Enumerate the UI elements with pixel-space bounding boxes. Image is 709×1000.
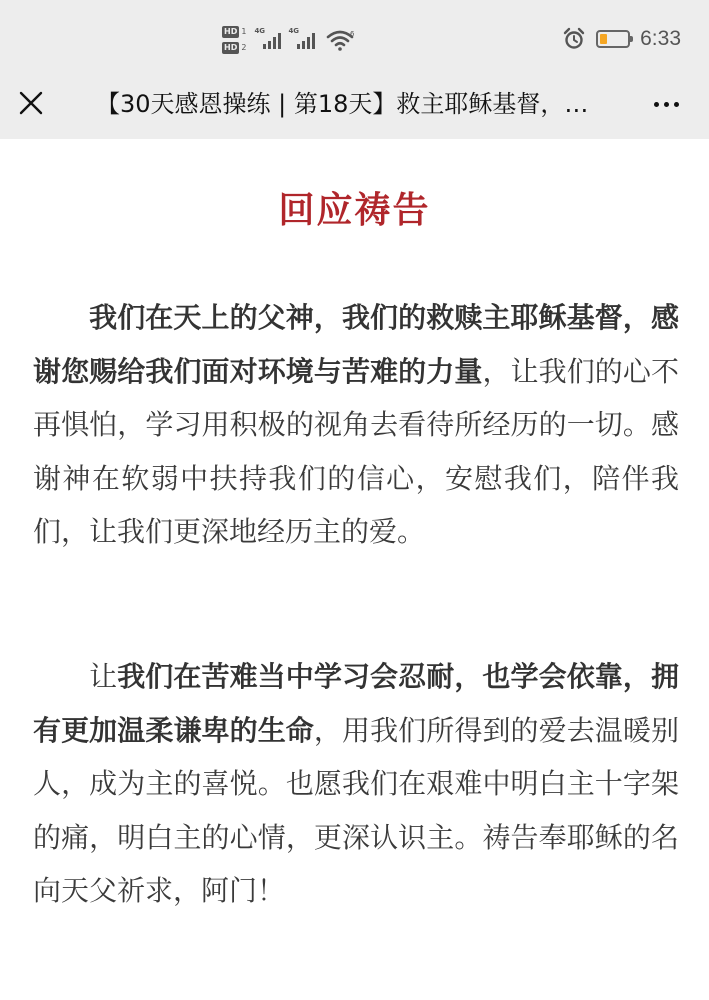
battery-fill xyxy=(600,34,607,44)
status-right xyxy=(562,24,681,54)
paragraph-text: ，用我们所得到的爱去温暖别人，成为主的喜悦。也愿我们在艰难中明白主十字架的痛，明白主的心情，更深认识主。祷告奉耶稣的名向天父祈求，阿门！ xyxy=(33,713,679,907)
paragraph-indent-text: 让 xyxy=(89,660,118,693)
signal-bars-icon xyxy=(296,33,316,49)
net-label-1: 4G xyxy=(254,27,266,35)
paragraph-bold-text: 我们在苦难当中学习会忍耐，也学会依靠，拥有更加温柔谦卑的生命 xyxy=(33,660,679,747)
section-heading: 回应祷告 xyxy=(278,190,431,231)
clock: 6:33 xyxy=(640,27,681,50)
close-icon xyxy=(19,91,43,115)
signal-1 xyxy=(254,27,284,53)
hd-indicators xyxy=(222,26,246,54)
wifi-icon xyxy=(326,28,356,52)
hd-badge-2: HD xyxy=(224,43,238,52)
top-bar xyxy=(0,0,709,139)
net-label-2: 4G xyxy=(288,27,300,35)
wifi-badge: 6 xyxy=(350,30,355,38)
more-button[interactable] xyxy=(646,84,686,124)
signal-2 xyxy=(288,27,318,53)
hd-badge-1: HD xyxy=(224,27,238,36)
signal-bars-icon xyxy=(262,33,282,49)
hd-num-2: 2 xyxy=(241,43,247,52)
nav-bar xyxy=(0,76,709,136)
battery-icon xyxy=(596,30,630,48)
close-button[interactable] xyxy=(14,86,48,120)
paragraph-text: ，让我们的心不再惧怕，学习用积极的视角去看待所经历的一切。感谢神在软弱中扶持我们的信心，安慰我们，陪伴我们，让我们更深地经历主的爱。 xyxy=(33,354,679,548)
prayer-paragraph-2 xyxy=(33,650,679,918)
paragraph-bold-text: 我们在天上的父神，我们的救赎主耶稣基督，感谢您赐给我们面对环境与苦难的力量 xyxy=(33,301,679,388)
article-content xyxy=(0,139,709,1000)
signal-group xyxy=(222,22,356,58)
status-bar xyxy=(0,0,709,76)
alarm-icon xyxy=(562,27,586,51)
hd-num-1: 1 xyxy=(241,27,247,36)
prayer-paragraph-1 xyxy=(33,291,679,559)
page-title: 【30天感恩操练 | 第18天】救主耶稣基督，… xyxy=(96,90,589,118)
more-dots-icon xyxy=(654,102,659,107)
